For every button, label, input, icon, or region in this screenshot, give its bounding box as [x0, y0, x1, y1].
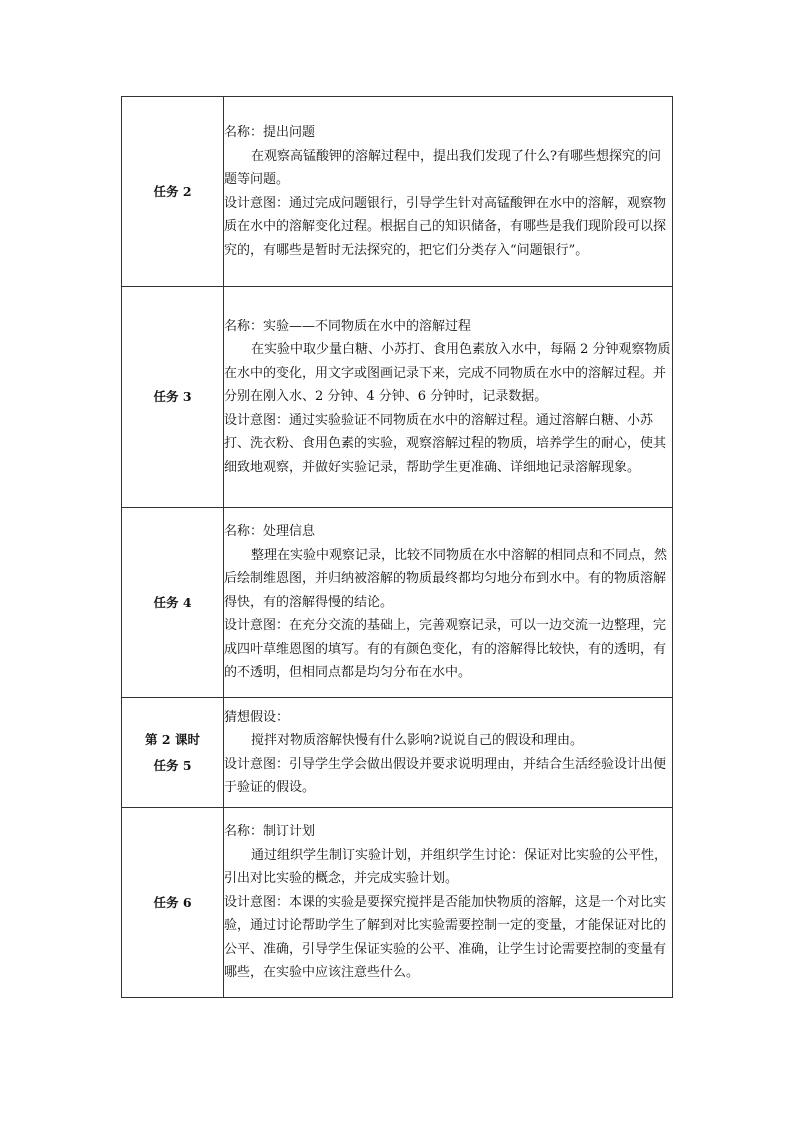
task-label: 任务 4	[153, 594, 192, 610]
task-label-cell	[122, 698, 224, 808]
design-intent: 设计意图：本课的实验是要探究搅拌是否能加快物质的溶解，这是一个对比实验，通过讨论帮助学生了解到对比实验需要控制一定的变量，才能保证对比的公平、准确，引导学生保证实验的公平、准确，让学生讨论需要控制的变量有哪些，在实验中应该注意些什么。	[224, 894, 667, 981]
task-label: 任务 6	[153, 894, 192, 910]
lesson-period-label: 第 2 课时	[145, 731, 200, 747]
task-name: 名称：制订计划	[224, 824, 316, 840]
task-description: 整理在实验中观察记录，比较不同物质在水中溶解的相同点和不同点，然后绘制维恩图，并归纳被溶解的物质最终都均匀地分布到水中。有的物质溶解得快，有的溶解得慢的结论。	[224, 547, 668, 610]
task-label: 任务 2	[153, 183, 192, 199]
design-intent: 设计意图：通过完成问题银行，引导学生针对高锰酸钾在水中的溶解，观察物质在水中的溶解变化过程。根据自己的知识储备，有哪些是我们现阶段可以探究的，有哪些是暂时无法探究的，把它们分类存入“问题银行”。	[224, 195, 667, 258]
lesson-plan-table	[121, 96, 673, 998]
design-intent: 设计意图：引导学生学会做出假设并要求说明理由，并结合生活经验设计出便于验证的假设。	[224, 756, 667, 795]
table-row	[122, 508, 673, 698]
task-description: 通过组织学生制订实验计划，并组织学生讨论：保证对比实验的公平性，引出对比实验的概念，并完成实验计划。	[224, 847, 668, 887]
task-name: 名称：处理信息	[224, 524, 316, 540]
task-label-cell	[122, 97, 224, 287]
task-content-cell	[224, 808, 673, 998]
task-name: 名称：提出问题	[224, 125, 316, 140]
design-intent: 设计意图：通过实验验证不同物质在水中的溶解过程。通过溶解白糖、小苏打、洗衣粉、食用色素的实验，观察溶解过程的物质，培养学生的耐心，使其细致地观察，并做好实验记录，帮助学生更准确、详细地记录溶解现象。	[224, 412, 667, 475]
task-label: 任务 5	[153, 757, 192, 773]
table-row	[122, 97, 673, 287]
task-name: 猜想假设：	[224, 709, 290, 725]
task-label-cell	[122, 508, 224, 698]
design-intent: 设计意图：在充分交流的基础上，完善观察记录，可以一边交流一边整理，完成四叶草维恩图的填写。有的有颜色变化，有的溶解得比较快，有的透明，有的不透明，但相同点都是均匀分布在水中。	[224, 618, 667, 681]
table-row	[122, 287, 673, 508]
task-name: 名称：实验——不同物质在水中的溶解过程	[224, 318, 472, 334]
task-content-cell	[224, 698, 673, 808]
task-label: 任务 3	[153, 389, 192, 404]
task-description: 在观察高锰酸钾的溶解过程中，提出我们发现了什么?有哪些想探究的问题等问题。	[224, 148, 661, 187]
task-description: 在实验中取少量白糖、小苏打、食用色素放入水中，每隔 2 分钟观察物质在水中的变化，用文字或图画记录下来，完成不同物质在水中的溶解过程。并分别在刚入水、2 分钟、4 分钟、6 分钟时，记录数据。	[224, 342, 671, 405]
task-label-cell	[122, 287, 224, 508]
task-content-cell	[224, 287, 673, 508]
table-row	[122, 808, 673, 998]
task-content-cell	[224, 97, 673, 287]
task-label-cell	[122, 808, 224, 998]
task-content-cell	[224, 508, 673, 698]
table-row	[122, 698, 673, 808]
task-description: 搅拌对物质溶解快慢有什么影响?说说自己的假设和理由。	[251, 733, 583, 748]
